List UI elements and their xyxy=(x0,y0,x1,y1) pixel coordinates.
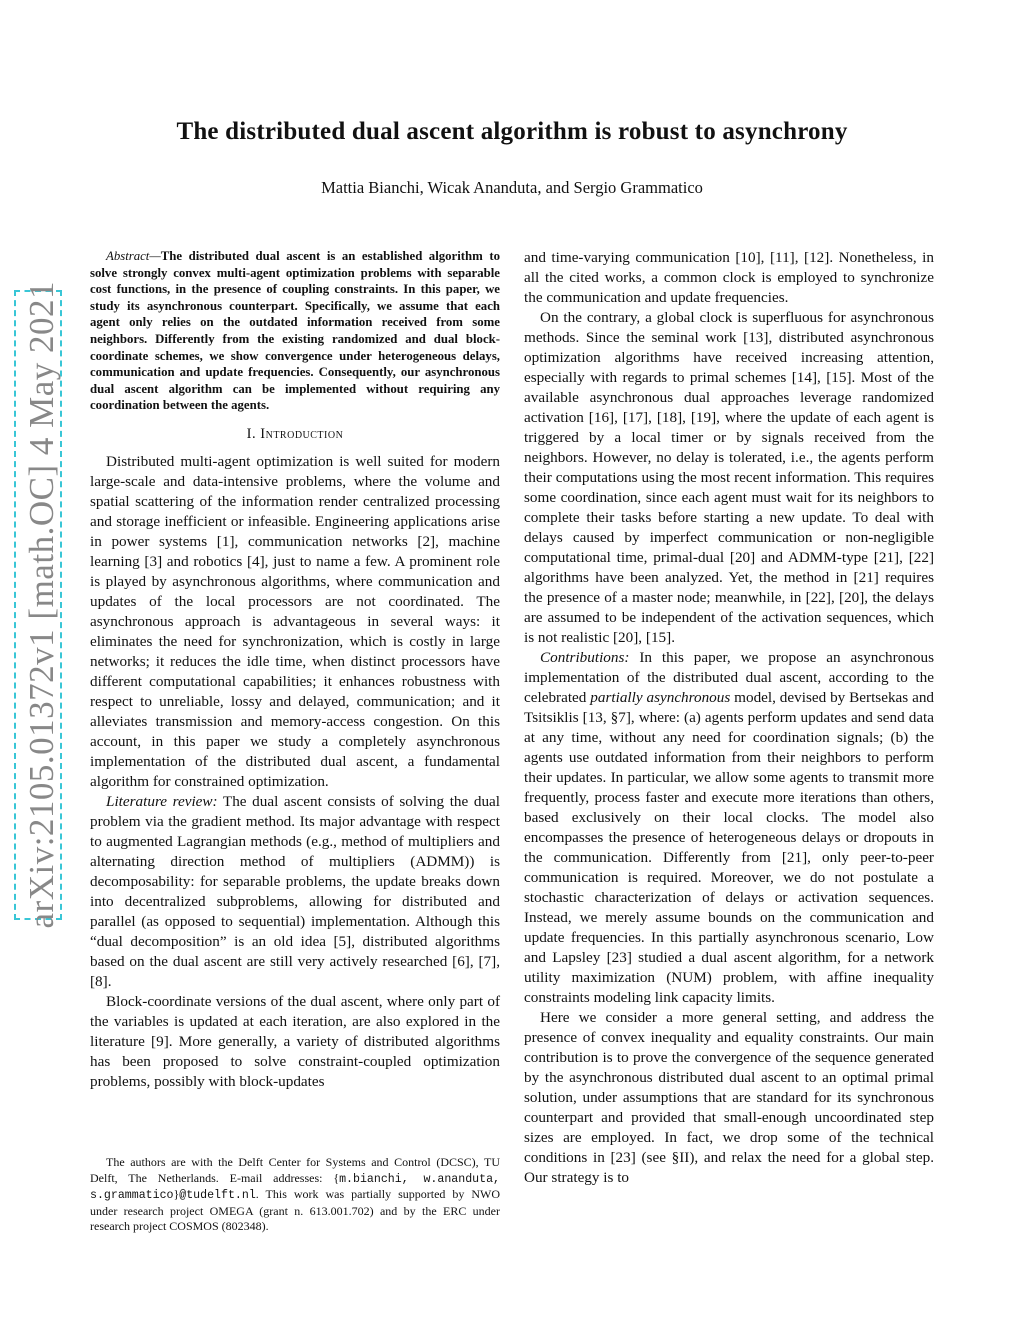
footnote xyxy=(90,1155,500,1235)
contributions-paragraph xyxy=(524,648,934,1008)
right-column xyxy=(524,248,934,1188)
block-coordinate-paragraph: Block-coordinate versions of the dual ascent, where only part of the variables is updated at each iteration, are also explored in the literature [9]. More generally, a variety of distributed algorithms has been proposed to solve constraint-coupled optimization problems, possibly with block-updates xyxy=(90,992,500,1090)
emphasis-text: partially asynchronous xyxy=(590,689,731,706)
main-contribution-paragraph: Here we consider a more general setting, and address the presence of convex inequality and equality constraints. Our main contribution is to prove the convergence of the sequence generated by the asynchronous distributed dual ascent to an optimal primal solution, under assumptions that are standard for its synchronous counterpart and provided that small-enough uncoordinated step sizes are employed. In fact, we drop some of the technical conditions in [23] (see §II), and relax the need for a global step. Our strategy is to xyxy=(524,1009,934,1186)
footnote-domain[interactable]: @tudelft.nl xyxy=(179,1189,256,1202)
section-number: I. xyxy=(246,425,257,442)
footnote-emails[interactable]: m.bianchi, w.ananduta, s.grammatico xyxy=(90,1172,500,1202)
arxiv-stamp[interactable] xyxy=(19,281,65,929)
left-column xyxy=(90,248,500,1092)
paper-authors: Mattia Bianchi, Wicak Ananduta, and Sergio Grammatico xyxy=(321,178,703,197)
runin-heading: Contributions: xyxy=(540,649,630,666)
footnote-text-b: . This work was partially supported by NWO under research project OMEGA (grant n. 613.001.702) and by the ERC under research project COSMOS (802348). xyxy=(90,1187,500,1233)
footnote-text-a: The authors are with the Delft Center for Systems and Control (DCSC), TU Delft, The Netherlands. E-mail addresses: { xyxy=(90,1155,500,1185)
abstract-lead: Abstract— xyxy=(106,249,161,263)
section-heading xyxy=(90,424,500,444)
continued-paragraph: and time-varying communication [10], [11], [12]. Nonetheless, in all the cited works, a common clock is employed to synchronize the communication and update frequencies. xyxy=(524,249,934,306)
runin-heading: Literature review: xyxy=(106,792,218,810)
section-title: Introduction xyxy=(260,425,344,442)
paragraph-text: model, devised by Bertsekas and Tsitsiklis [13, §7], where: (a) agents perform updates and send data at any time, without any need for coordination signals; (b) the agents use outdated information from their neighbors to perform their updates. In particular, we allow some agents to transmit more frequently, process faster and execute more iterations than others, based exclusively on their local clocks. The model also encompasses the presence of heterogeneous delays or dropouts in the communication. Differently from [21], only peer-to-peer communication is required. Moreover, we do not postulate a stochastic characterization of delays or activation sequences. Instead, we merely assume bounds on the communication and update frequencies. In this partially asynchronous scenario, Low and Lapsley [23] studied a dual ascent algorithm, for a network utility maximization (NUM) problem, with affine inequality constraints modeling link capacity limits. xyxy=(524,689,935,1006)
footnote-brace: } xyxy=(173,1187,180,1201)
literature-review-paragraph xyxy=(90,792,500,992)
paragraph-text: The dual ascent consists of solving the dual problem via the gradient method. Its major advantage with respect to augmented Lagrangian methods (e.g., method of multipliers and alternating direction method of multipliers (ADMM)) is decomposability: for separable problems, the update breaks down into decentralized subproblems, allowing for distributed and parallel (as opposed to sequential) implementation. Although this “dual decomposition” is an old idea [5], distributed algorithms based on the dual ascent are still very actively researched [6], [7], [8]. xyxy=(90,792,500,990)
abstract xyxy=(90,248,500,414)
asynchronous-methods-paragraph: On the contrary, a global clock is superfluous for asynchronous methods. Since the seminal work [13], distributed asynchronous optimization algorithms have received increasing attention, especially with regards to primal schemes [14], [15]. Most of the available asynchronous dual approaches leverage randomized activation [16], [17], [18], [19], where the update of each agent is triggered by a local timer or by signals received from the neighbors. However, no delay is tolerated, i.e., the agents perform their computations using the most recent information. This requires some coordination, since each agent must wait for its neighbors to complete their tasks before starting a new update. To deal with delays caused by imperfect communication or non-negligible computational time, primal-dual [20] and ADMM-type [21], [22] algorithms have been analyzed. Yet, the method in [21] requires the presence of a master node; meanwhile, in [22], [20], the delays are assumed to be independent of the activation sequences, which is not realistic [20], [15]. xyxy=(524,309,934,646)
arxiv-id[interactable]: arXiv:2105.01372v1 [math.OC] 4 May 2021 xyxy=(22,281,61,929)
intro-paragraph-1: Distributed multi-agent optimization is well suited for modern large-scale and data-intensive problems, where the volume and spatial scattering of the information render centralized processing and storage inefficient or infeasible. Engineering applications arise in power systems [1], communication networks [2], machine learning [3] and robotics [4], just to name a few. A prominent role is played by asynchronous algorithms, where communication and updates of the local processors are not coordinated. The asynchronous approach is advantageous in several ways: it eliminates the need for synchronization, which is costly in large networks; it reduces the idle time, when distinct processors have different computational capabilities; it enhances robustness with respect to unreliable, lossy and delayed, communication; and it alleviates transmission and memory-access congestion. On this account, in this paper we study a completely asynchronous implementation of the distributed dual ascent, a fundamental algorithm for constrained optimization. xyxy=(90,452,500,790)
abstract-text: The distributed dual ascent is an established algorithm to solve strongly convex multi-agent optimization problems with separable cost functions, in the presence of coupling constraints. In this paper, we study its asynchronous counterpart. Specifically, we assume that each agent only relies on the outdated information received from some neighbors. Differently from the existing randomized and dual block-coordinate schemes, we show convergence under heterogeneous delays, communication and update frequencies. Consequently, our asynchronous dual ascent algorithm can be implemented without requiring any coordination between the agents. xyxy=(90,249,500,413)
paragraph-text: In this paper, we propose an asynchronous implementation of the distributed dual ascent, according to the celebrated xyxy=(524,649,934,706)
paper-title: The distributed dual ascent algorithm is robust to asynchrony xyxy=(176,118,848,145)
